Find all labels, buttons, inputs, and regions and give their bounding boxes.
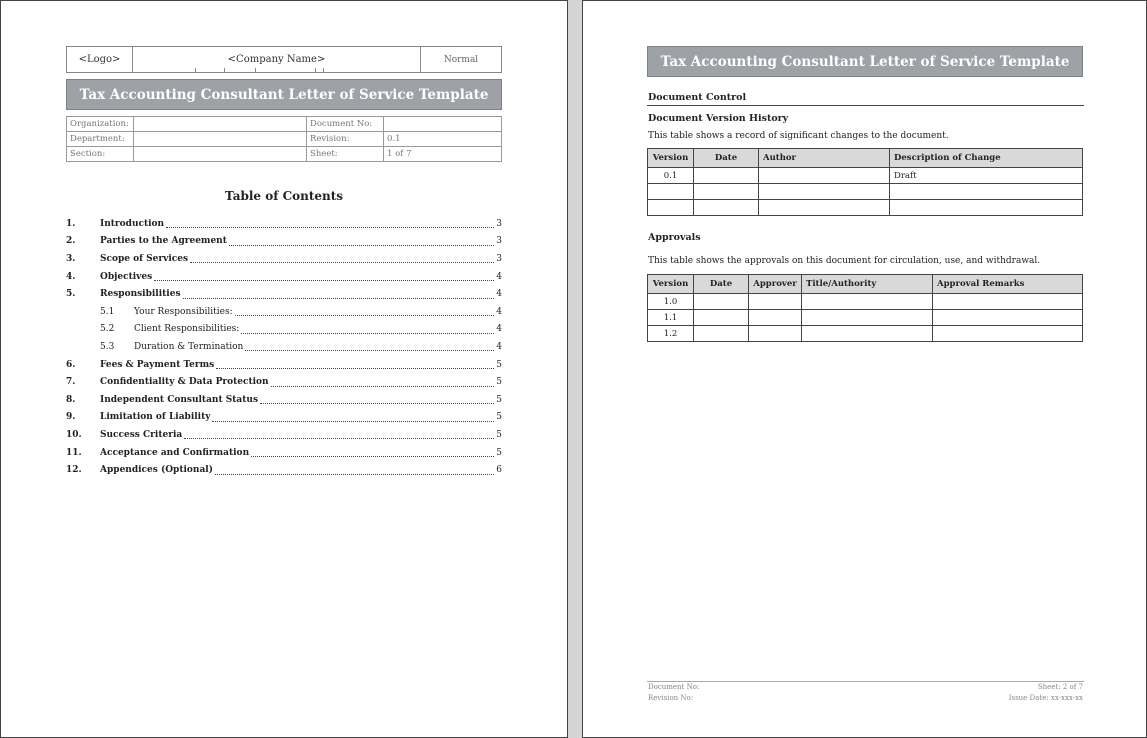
toc-leader [251, 448, 494, 457]
toc-number: 5.3 [100, 341, 115, 352]
toc-title: Table of Contents [224, 189, 344, 203]
table-cell[interactable]: 1.1 [648, 310, 694, 326]
toc-subitem[interactable] [66, 303, 502, 321]
toc-label: Success Criteria [100, 429, 183, 440]
toc-leader [184, 430, 494, 439]
toc-leader [166, 219, 494, 228]
toc-leader [245, 342, 494, 351]
header-table [66, 46, 502, 73]
toc-number: 11. [66, 447, 82, 458]
toc-label: Client Responsibilities: [134, 324, 240, 335]
heading-rule [647, 105, 1084, 106]
toc-label: Acceptance and Confirmation [100, 447, 250, 458]
toc-leader [241, 325, 494, 334]
section-label: Section: [67, 147, 134, 162]
toc-leader [271, 378, 494, 387]
revision-value: 0.1 [384, 132, 502, 147]
toc-leader [260, 395, 494, 404]
table-row [648, 184, 1083, 200]
toc-label: Your Responsibilities: [134, 306, 233, 317]
toc-page-number: 5 [496, 412, 502, 423]
toc-leader [216, 360, 494, 369]
toc-subitem[interactable] [66, 338, 502, 356]
toc-page-number: 4 [496, 324, 502, 335]
toc-number: 4. [66, 271, 76, 282]
toc-page-number: 5 [496, 394, 502, 405]
toc-label: Independent Consultant Status [100, 394, 259, 405]
company-name-text: <Company Name> [227, 54, 326, 65]
toc-item[interactable] [66, 356, 502, 374]
document-meta-table [66, 116, 502, 162]
approvals-table [647, 274, 1083, 342]
toc-page-number: 3 [496, 253, 502, 264]
footer-rule [647, 681, 1084, 682]
toc-leader [215, 466, 494, 475]
table-row [648, 200, 1083, 216]
toc-leader [154, 272, 494, 281]
table-cell[interactable] [749, 310, 802, 326]
toc-number: 5.2 [100, 324, 115, 335]
table-cell[interactable] [890, 184, 1083, 200]
column-header: Description of Change [890, 149, 1083, 168]
table-cell[interactable]: 1.2 [648, 326, 694, 342]
toc-number: 10. [66, 429, 82, 440]
toc-page-number: 4 [496, 289, 502, 300]
toc-subitem[interactable] [66, 321, 502, 339]
toc-page-number: 4 [496, 271, 502, 282]
table-cell[interactable] [694, 184, 759, 200]
version-history-table [647, 148, 1083, 216]
sheet-value: 1 of 7 [384, 147, 502, 162]
table-cell[interactable] [694, 294, 749, 310]
toc-page-number: 6 [496, 465, 502, 476]
version-history-heading: Document Version History [648, 113, 789, 124]
toc-label: Responsibilities [100, 289, 181, 300]
toc-label: Confidentiality & Data Protection [100, 377, 269, 388]
toc-number: 6. [66, 359, 76, 370]
table-row [648, 168, 1083, 184]
approvals-heading: Approvals [648, 232, 701, 243]
toc-number: 1. [66, 218, 76, 229]
toc-item[interactable] [66, 391, 502, 409]
toc-page-number: 3 [496, 218, 502, 229]
toc-item[interactable] [66, 444, 502, 462]
table-cell[interactable]: 1.0 [648, 294, 694, 310]
toc-page-number: 3 [496, 236, 502, 247]
toc-number: 9. [66, 412, 76, 423]
toc-page-number: 5 [496, 447, 502, 458]
column-header: Author [759, 149, 890, 168]
department-label: Department: [67, 132, 134, 147]
column-header: Version [648, 275, 694, 294]
column-header: Date [694, 275, 749, 294]
document-no-value[interactable] [384, 117, 502, 132]
approvals-intro: This table shows the approvals on this document for circulation, use, and withdrawal. [648, 256, 1041, 266]
document-page-2 [582, 0, 1147, 738]
toc-number: 8. [66, 394, 76, 405]
document-no-label: Document No: [307, 117, 384, 132]
table-cell[interactable] [694, 310, 749, 326]
table-cell[interactable] [802, 310, 933, 326]
table-cell[interactable] [694, 200, 759, 216]
table-row [648, 294, 1083, 310]
toc-label: Fees & Payment Terms [100, 359, 215, 370]
organization-label: Organization: [67, 117, 134, 132]
column-header: Date [694, 149, 759, 168]
toc-number: 3. [66, 253, 76, 264]
column-header: Title/Authority [802, 275, 933, 294]
table-cell[interactable] [802, 326, 933, 342]
logo-placeholder: <Logo> [67, 47, 133, 72]
table-cell[interactable]: 0.1 [648, 168, 694, 184]
toc-number: 5. [66, 289, 76, 300]
toc-item[interactable] [66, 215, 502, 233]
sheet-label: Sheet: [307, 147, 384, 162]
table-cell[interactable] [749, 294, 802, 310]
document-title-bar-page-2: Tax Accounting Consultant Letter of Service Template [647, 46, 1083, 77]
table-header-row [648, 275, 1083, 294]
toc-item[interactable] [66, 233, 502, 251]
table-cell[interactable] [694, 326, 749, 342]
table-row [648, 310, 1083, 326]
toc-page-number: 5 [496, 359, 502, 370]
toc-leader [235, 307, 494, 316]
toc-page-number: 5 [496, 429, 502, 440]
cell-tick [315, 68, 316, 72]
footer-revision-no: Revision No: [648, 694, 694, 702]
toc-label: Duration & Termination [134, 341, 244, 352]
cell-tick [224, 68, 225, 72]
document-control-heading: Document Control [648, 92, 747, 103]
toc-item[interactable] [66, 268, 502, 286]
table-cell[interactable] [933, 310, 1083, 326]
toc-leader [183, 290, 494, 299]
toc-number: 7. [66, 377, 76, 388]
table-cell[interactable] [759, 184, 890, 200]
table-cell[interactable] [759, 168, 890, 184]
toc-leader [229, 237, 494, 246]
toc-label: Introduction [100, 218, 165, 229]
toc-label: Parties to the Agreement [100, 236, 227, 247]
toc-number: 12. [66, 465, 82, 476]
column-header: Version [648, 149, 694, 168]
table-cell[interactable] [694, 168, 759, 184]
department-value[interactable] [134, 132, 307, 147]
table-cell[interactable]: Draft [890, 168, 1083, 184]
toc-label: Scope of Services [100, 253, 189, 264]
toc-item[interactable] [66, 285, 502, 303]
toc-label: Limitation of Liability [100, 412, 211, 423]
table-cell[interactable] [933, 326, 1083, 342]
table-cell[interactable] [759, 200, 890, 216]
table-cell[interactable] [648, 184, 694, 200]
section-value[interactable] [134, 147, 307, 162]
toc-number: 5.1 [100, 306, 115, 317]
company-name-placeholder [133, 47, 421, 72]
version-history-intro: This table shows a record of significant changes to the document. [648, 131, 949, 141]
table-of-contents [66, 215, 502, 479]
organization-value[interactable] [134, 117, 307, 132]
toc-page-number: 5 [496, 377, 502, 388]
column-header: Approval Remarks [933, 275, 1083, 294]
table-cell[interactable] [890, 200, 1083, 216]
toc-item[interactable] [66, 409, 502, 427]
toc-page-number: 4 [496, 341, 502, 352]
table-header-row [648, 149, 1083, 168]
toc-number: 2. [66, 236, 76, 247]
toc-item[interactable] [66, 461, 502, 479]
toc-leader [190, 254, 494, 263]
footer-sheet: Sheet: 2 of 7 [1037, 683, 1083, 691]
table-cell[interactable] [802, 294, 933, 310]
document-title-bar: Tax Accounting Consultant Letter of Service Template [66, 79, 502, 110]
status-normal: Normal [443, 54, 479, 65]
revision-label: Revision: [307, 132, 384, 147]
table-cell[interactable] [933, 294, 1083, 310]
cell-tick [255, 68, 256, 72]
toc-label: Objectives [100, 271, 153, 282]
table-cell[interactable] [648, 200, 694, 216]
toc-leader [212, 413, 494, 422]
cell-tick [323, 68, 324, 72]
toc-item[interactable] [66, 373, 502, 391]
column-header: Approver [749, 275, 802, 294]
toc-item[interactable] [66, 250, 502, 268]
footer-issue-date: Issue Date: xx-xxx-xx [1008, 694, 1083, 702]
toc-label: Appendices (Optional) [100, 465, 213, 476]
table-row [648, 326, 1083, 342]
footer-document-no: Document No: [648, 683, 700, 691]
toc-item[interactable] [66, 426, 502, 444]
cell-tick [195, 68, 196, 72]
toc-page-number: 4 [496, 306, 502, 317]
table-cell[interactable] [749, 326, 802, 342]
